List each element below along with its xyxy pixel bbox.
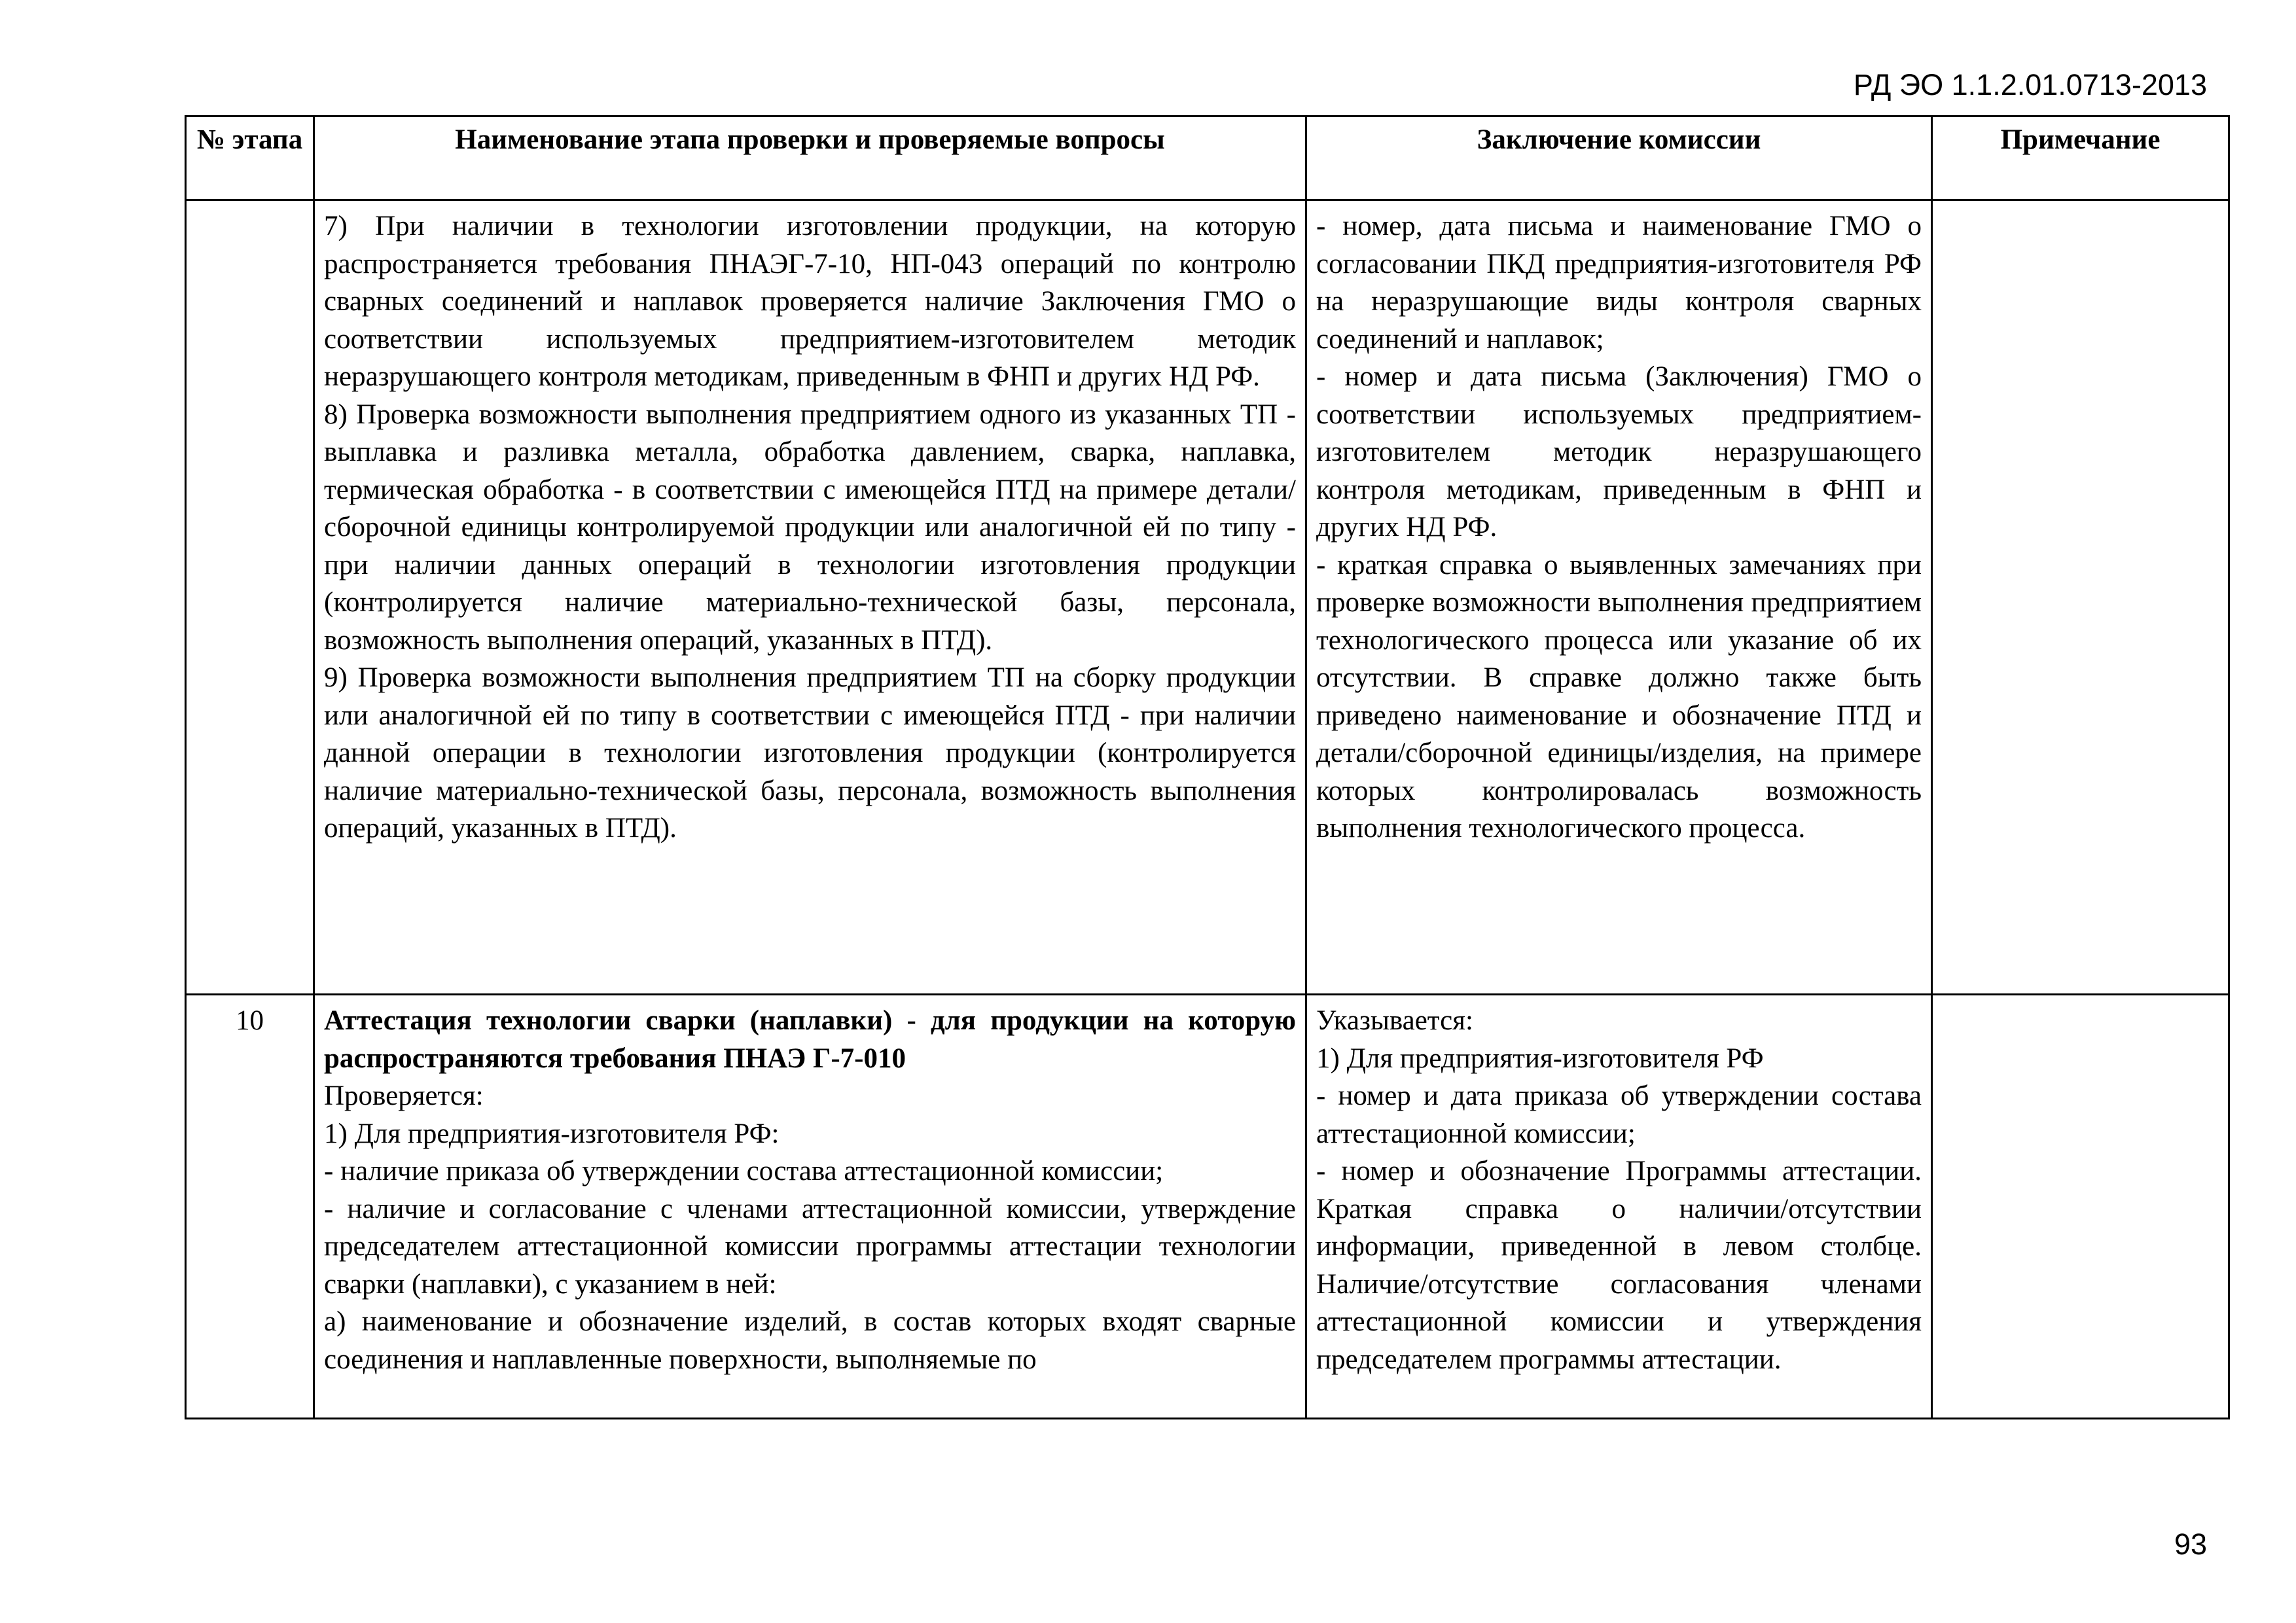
conclusion-cell bbox=[1306, 995, 1932, 1419]
table-header-row bbox=[186, 116, 2229, 200]
column-header-note: Примечание bbox=[1932, 116, 2229, 200]
stage-line: - наличие приказа об утверждении состава аттестационной комиссии; bbox=[324, 1156, 1164, 1186]
inspection-table bbox=[185, 115, 2230, 1419]
stage-item-7: 7) При наличии в технологии изготовлении продукции, на которую распространяется требования ПНАЭГ-7-10, НП-043 операций по контролю сварных соединений и наплавок проверяется наличие Заключения ГМО о соответствии используемых предприятием-изготовителем методик неразрушающего контроля методикам, приведенным в ФНП и других НД РФ. bbox=[324, 211, 1296, 392]
stage-line: а) наименование и обозначение изделий, в состав которых входят сварные соединения и наплавленные поверхности, выполняемые по bbox=[324, 1306, 1296, 1375]
stage-line: - наличие и согласование с членами аттестационной комиссии, утверждение председателем аттестационной комиссии программы аттестации технологии сварки (наплавки), с указанием в ней: bbox=[324, 1193, 1296, 1300]
conclusion-cell bbox=[1306, 200, 1932, 995]
stage-item-8: 8) Проверка возможности выполнения предприятием одного из указанных ТП - выплавка и разливка металла, обработка давлением, сварка, наплавка, термическая обработка - в соответствии с имеющейся ПТД на примере детали/сборочной единицы контролируемой продукции или аналогичной ей по типу - при наличии данных операций в технологии изготовления продукции (контролируется наличие материально-технической базы, персонала, возможность выполнения операций, указанных в ПТД). bbox=[324, 399, 1296, 656]
stage-title: Аттестация технологии сварки (наплавки) - для продукции на которую распространяются требования ПНАЭ Г-7-010 bbox=[324, 1005, 1296, 1074]
document-code: РД ЭО 1.1.2.01.0713-2013 bbox=[1853, 68, 2207, 101]
stage-line: 1) Для предприятия-изготовителя РФ: bbox=[324, 1118, 780, 1149]
stage-line: Проверяется: bbox=[324, 1080, 484, 1111]
conclusion-item: - номер и дата письма (Заключения) ГМО о соответствии используемых предприятием-изготовителем методик неразрушающего контроля методикам, приведенным в ФНП и других НД РФ. bbox=[1316, 361, 1922, 543]
note-cell bbox=[1932, 200, 2229, 995]
stage-item-9: 9) Проверка возможности выполнения предприятием ТП на сборку продукции или аналогичной ей по типу в соответствии с имеющейся ПТД - при наличии данной операции в технологии изготовления продукции (контролируется наличие материально-технической базы, персонала, возможность выполнения операций, указанных в ПТД). bbox=[324, 662, 1296, 844]
conclusion-line: - номер и обозначение Программы аттестации. Краткая справка о наличии/отсутствии информации, приведенной в левом столбце. Наличие/отсутствие согласования членами аттестационной комиссии и утверждения председателем программы аттестации. bbox=[1316, 1156, 1922, 1375]
conclusion-line: - номер и дата приказа об утверждении состава аттестационной комиссии; bbox=[1316, 1080, 1922, 1149]
conclusion-item: - номер, дата письма и наименование ГМО о согласовании ПКД предприятия-изготовителя РФ на неразрушающие виды контроля сварных соединений и наплавок; bbox=[1316, 211, 1922, 355]
column-header-stage-name: Наименование этапа проверки и проверяемые вопросы bbox=[314, 116, 1306, 200]
column-header-commission-conclusion: Заключение комиссии bbox=[1306, 116, 1932, 200]
conclusion-line: 1) Для предприятия-изготовителя РФ bbox=[1316, 1043, 1764, 1074]
stage-number-cell: 10 bbox=[186, 995, 314, 1419]
column-header-stage-number: № этапа bbox=[186, 116, 314, 200]
note-cell bbox=[1932, 995, 2229, 1419]
stage-description-cell bbox=[314, 200, 1306, 995]
page-number: 93 bbox=[2174, 1527, 2207, 1561]
table-row bbox=[186, 200, 2229, 995]
table-row bbox=[186, 995, 2229, 1419]
conclusion-line: Указывается: bbox=[1316, 1005, 1473, 1036]
stage-description-cell bbox=[314, 995, 1306, 1419]
stage-number-cell bbox=[186, 200, 314, 995]
conclusion-item: - краткая справка о выявленных замечаниях при проверке возможности выполнения предприятием технологического процесса или указание об их отсутствии. В справке должно также быть приведено наименование и обозначение ПТД и детали/сборочной единицы/изделия, на примере которых контролировалась возможность выполнения технологического процесса. bbox=[1316, 549, 1922, 844]
